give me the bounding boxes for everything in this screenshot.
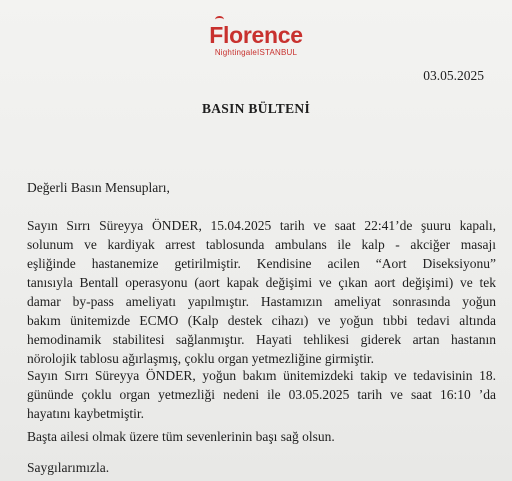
document-date: 03.05.2025 (423, 68, 484, 83)
text-line: eşliğinde hastanemize getirilmiştir. Kendisine acilen “Aort Diseksiyonu” (27, 256, 496, 271)
text-line: hayatını kaybetmiştir. (27, 406, 144, 421)
logo-arc-icon (215, 16, 224, 23)
paragraph-condolence (27, 427, 496, 446)
paragraph-death-notice (27, 366, 496, 423)
text-line: Sayın Sırrı Süreyya ÖNDER, yoğun bakım ünitemizdeki takip ve tedavisinin 18. (27, 368, 496, 383)
document-title: BASIN BÜLTENİ (201, 101, 311, 116)
text-line: Başta ailesi olmak üzere tüm sevenlerinin başı sağ olsun. (27, 429, 335, 444)
text-line: Sayın Sırrı Süreyya ÖNDER, 15.04.2025 tarih ve saat 22:41’de şuuru kapalı, (27, 218, 496, 233)
text-line: hemodinamik stabilitesi sağlanmıştır. Hayati tehlikesi giderek artan hastanın (27, 332, 496, 347)
paragraph-announcement (27, 216, 496, 368)
logo-wordmark (209, 22, 302, 48)
closing-line (27, 458, 496, 477)
hospital-logo (0, 22, 512, 57)
logo-name: Florence (209, 22, 303, 48)
text-line: gününde çoklu organ yetmezliği nedeni ile 03.05.2025 tarih ve saat 16:10 ’da (27, 387, 496, 402)
salutation: Değerli Basın Mensupları, (27, 180, 170, 195)
text-line: Saygılarımızla. (27, 460, 110, 475)
text-line: bakım ünitemizde ECMO (Kalp destek cihazı) ve yoğun tıbbi tedavi altında (27, 313, 496, 328)
text-line: tanısıyla Bentall operasyonu (aort kapak değişimi ve çıkan aort değişimi) ve tek (27, 275, 496, 290)
text-line: solunum ve kardiyak arrest tablosunda ambulans ile kalp - akciğer masajı (27, 237, 496, 252)
logo-subtitle: NightingaleISTANBUL (214, 48, 298, 57)
text-line: nörolojik tablosu ağırlaşmış, çoklu organ yetmezliğine girmiştir. (27, 351, 374, 366)
text-line: damar by-pass ameliyatı yapılmıştır. Hastamızın ameliyat sonrasında yoğun (27, 294, 496, 309)
